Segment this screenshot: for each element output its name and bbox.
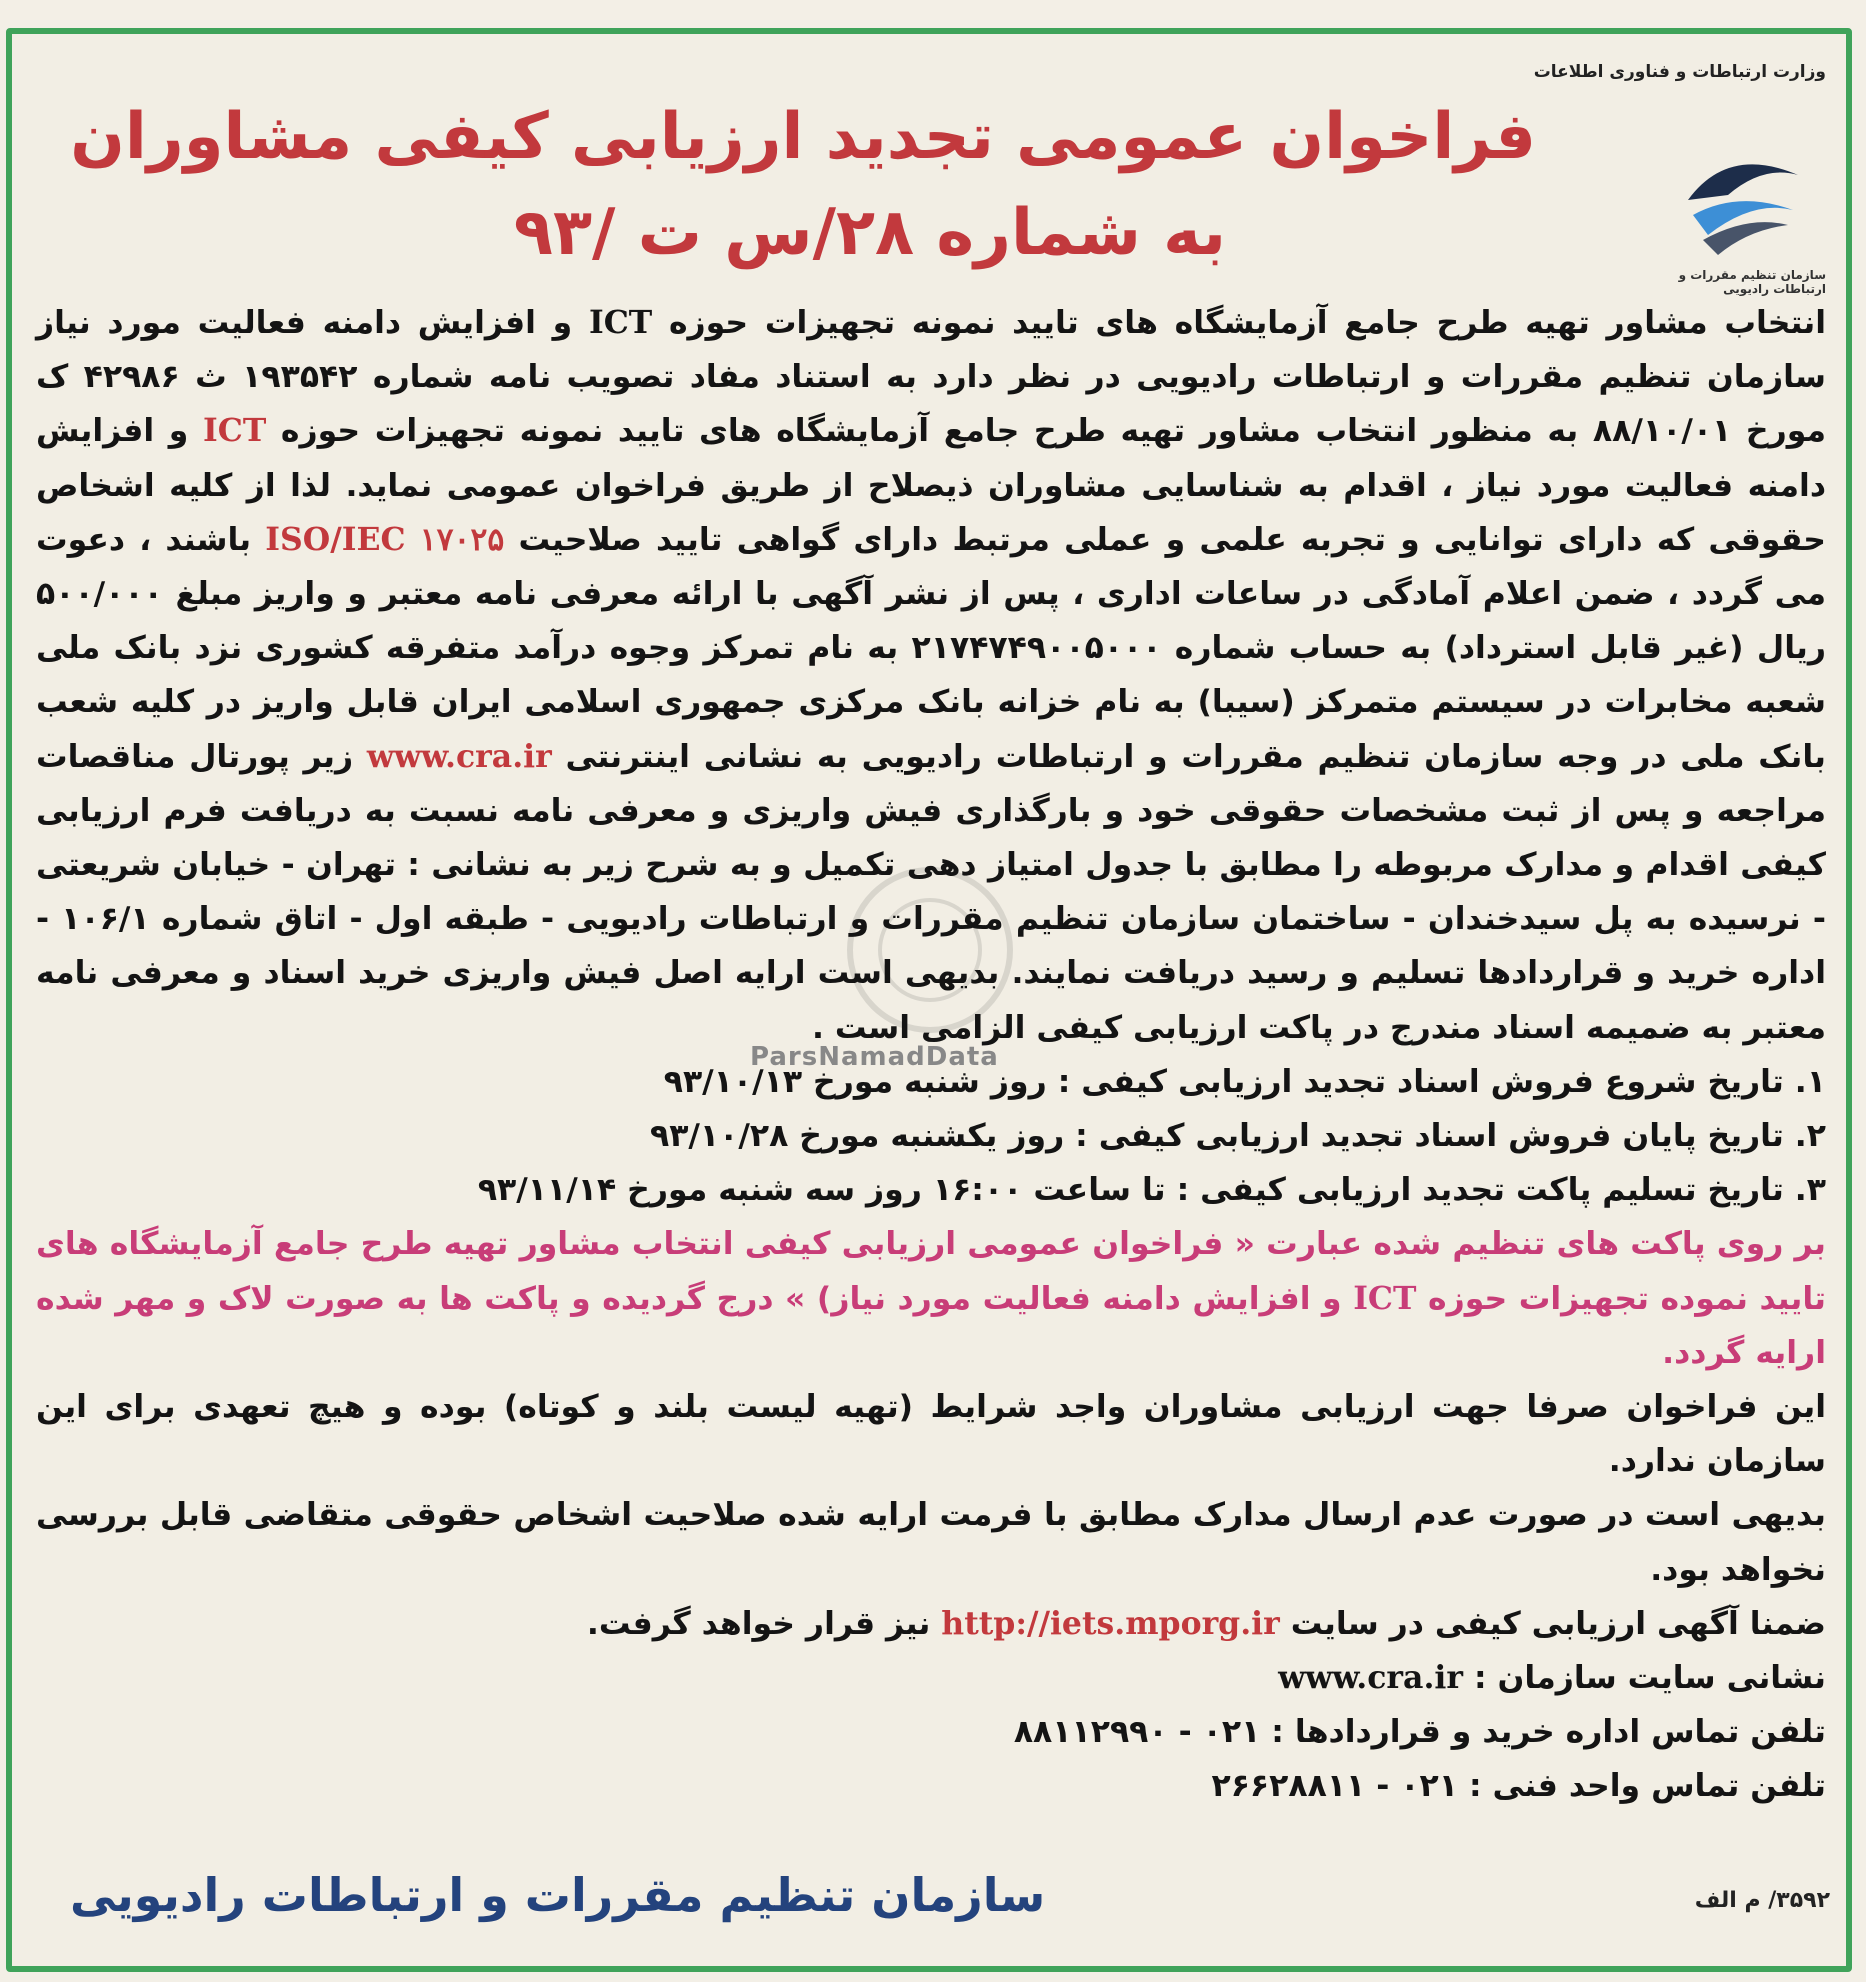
phone-technical: تلفن تماس واحد فنی : ۰۲۱ - ۲۶۶۲۸۸۱۱ — [1211, 1768, 1826, 1805]
envelope-instruction: بر روی پاکت های تنظیم شده عبارت « فراخوان عمومی ارزیابی کیفی انتخاب مشاور تهیه طرح جامع آزمایشگاه های تایید نموده تجهیزات حوزه ICT و افزایش دامنه فعالیت مورد نیاز) » درج گردیده و پاکت ها به صورت لاک و مهر شده ارایه گردد. — [36, 1226, 1826, 1371]
logo-org-caption: سازمان تنظیم مقررات و ارتباطات رادیویی — [1678, 268, 1826, 296]
iets-url[interactable]: http://iets.mporg.ir — [941, 1604, 1280, 1642]
watermark-text: ParsNamadData — [750, 1042, 999, 1072]
website-notice: ضمنا آگهی ارزیابی کیفی در سایت http://iets.mporg.ir نیز قرار خواهد گرفت. — [586, 1604, 1826, 1642]
eligibility-paragraph: بدیهی است در صورت عدم ارسال مدارک مطابق با فرمت ارایه شده صلاحیت اشخاص حقوقی متقاضی قابل بررسی نخواهد بود. — [36, 1497, 1826, 1588]
ict-term: ICT — [203, 412, 267, 450]
ad-number: ۳۵۹۲/ م الف — [1694, 1888, 1830, 1913]
page-subtitle: به شماره ۲۸/س ت /۹۳ — [513, 196, 1226, 270]
site-line: نشانی سایت سازمان : www.cra.ir — [1278, 1659, 1826, 1697]
footer-org-name: سازمان تنظیم مقررات و ارتباطات رادیویی — [70, 1868, 1046, 1922]
iso-standard: ISO/IEC ۱۷۰۲۵ — [265, 520, 505, 558]
page-title: فراخوان عمومی تجدید ارزیابی کیفی مشاوران — [70, 100, 1536, 174]
date-item: ۲. تاریخ پایان فروش اسناد تجدید ارزیابی کیفی : روز یکشنبه مورخ ۹۳/۱۰/۲۸ — [649, 1118, 1826, 1155]
cra-url[interactable]: www.cra.ir — [366, 737, 552, 775]
phone-purchasing: تلفن تماس اداره خرید و قراردادها : ۰۲۱ - ۸۸۱۱۲۹۹۰ — [1013, 1714, 1826, 1751]
intro-paragraph: انتخاب مشاور تهیه طرح جامع آزمایشگاه های تایید نمونه تجهیزات حوزه ICT و افزایش دامنه فعالیت مورد نیاز سازمان تنظیم مقررات و ارتباطات رادیویی در نظر دارد به استناد مفاد تصویب نامه شماره ۱۹۳۵۴۲ ث ۴۲۹۸۶ ک مورخ ۸۸/۱۰/۰۱ به منظور انتخاب مشاور تهیه طرح جامع آزمایشگاه های تایید نمونه تجهیزات حوزه ICT و افزایش دامنه فعالیت مورد نیاز ، اقدام به شناسایی مشاوران ذیصلاح از طریق فراخوان عمومی نماید. لذا از کلیه اشخاص حقوقی که دارای توانایی و تجربه علمی و عملی مرتبط دارای گواهی تایید صلاحیت ISO/IEC ۱۷۰۲۵ باشند ، دعوت می گردد ، ضمن اعلام آمادگی در ساعات اداری ، پس از نشر آگهی با ارائه معرفی نامه معتبر و واریز مبلغ ۵۰۰/۰۰۰ ریال (غیر قابل استرداد) به حساب شماره ۲۱۷۴۷۴۹۰۰۵۰۰۰ به نام تمرکز وجوه درآمد متفرقه کشوری نزد بانک ملی شعبه مخابرات در سیستم متمرکز (سیبا) به نام خزانه بانک مرکزی جمهوری اسلامی ایران قابل واریز در کلیه شعب بانک ملی در وجه سازمان تنظیم مقررات و ارتباطات رادیویی به نشانی اینترنتی www.cra.ir زیر پورتال مناقصات مراجعه و پس از ثبت مشخصات حقوقی خود و بارگذاری فیش واریزی و معرفی نامه نسبت به دریافت فرم ارزیابی کیفی اقدام و مدارک مربوطه را مطابق با جدول امتیاز دهی تکمیل و به شرح زیر به نشانی : تهران - خیابان شریعتی - نرسیده به پل سیدخندان - ساختمان سازمان تنظیم مقررات و ارتباطات رادیویی - طبقه اول - اتاق شماره ۱۰۶/۱ - اداره خرید و قراردادها تسلیم و رسید دریافت نمایند. بدیهی است ارایه اصل فیش واریزی خرید اسناد و معرفی نامه معتبر به ضمیمه اسناد مندرج در پاکت ارزیابی کیفی الزامی است . — [36, 304, 1827, 1046]
announcement-body — [36, 296, 1826, 1814]
date-item: ۳. تاریخ تسلیم پاکت تجدید ارزیابی کیفی : تا ساعت ۱۶:۰۰ روز سه شنبه مورخ ۹۳/۱۱/۱۴ — [477, 1172, 1826, 1209]
disclaimer-paragraph: این فراخوان صرفا جهت ارزیابی مشاوران واجد شرایط (تهیه لیست بلند و کوتاه) بوده و هیچ تعهدی برای این سازمان ندارد. — [36, 1389, 1826, 1480]
date-item: ۱. تاریخ شروع فروش اسناد تجدید ارزیابی کیفی : روز شنبه مورخ ۹۳/۱۰/۱۳ — [663, 1063, 1826, 1100]
cra-logo-icon — [1668, 140, 1818, 260]
ict-term: ICT — [588, 304, 653, 341]
ministry-label: وزارت ارتباطات و فناوری اطلاعات — [1533, 62, 1826, 82]
site-url[interactable]: www.cra.ir — [1278, 1659, 1463, 1697]
